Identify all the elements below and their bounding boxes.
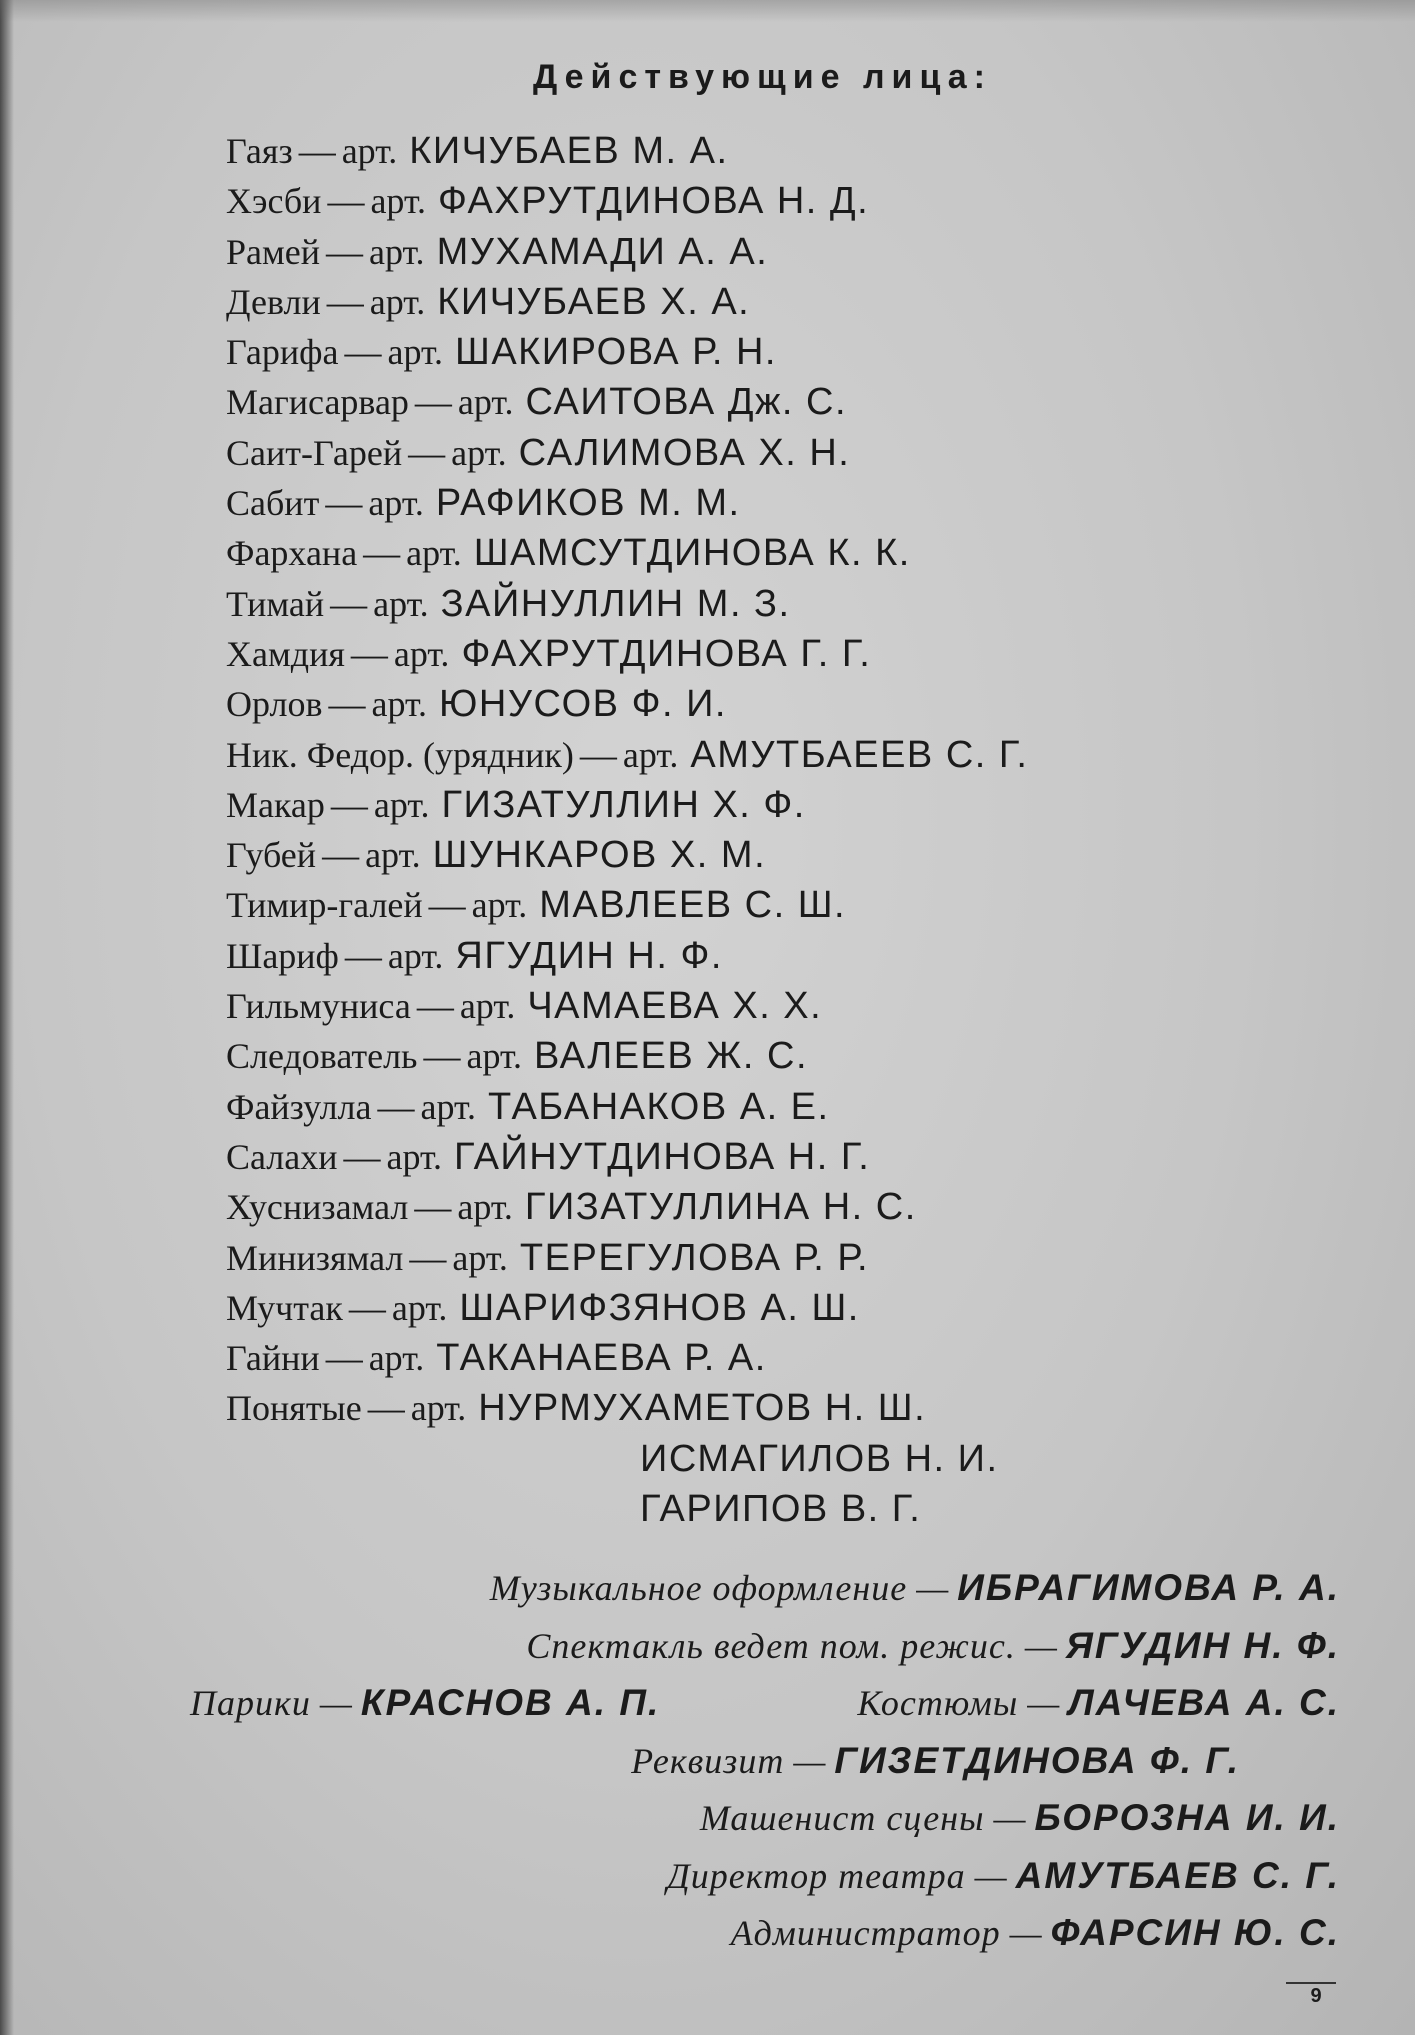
role-name: Салахи [226,1136,338,1177]
crew-job: Администратор [730,1913,1001,1953]
crew-row-props [190,1733,1340,1791]
crew-list [190,1560,1340,1963]
role-name: Фархана [226,533,358,574]
role-name: Понятые [226,1388,362,1429]
art-label: арт. [451,432,507,473]
art-label: арт. [387,332,443,373]
role-name: Хамдия [226,633,345,674]
crew-row-administrator [190,1905,1340,1963]
actor-name: ГИЗАТУЛЛИН Х. Ф. [441,783,806,826]
actor-name: ГАЙНУТДИНОВА Н. Г. [454,1135,871,1178]
dash: — [408,432,446,474]
actor-name: РАФИКОВ М. М. [435,482,741,525]
role-name: Ник. Федор. (урядник) [226,734,574,775]
crew-job: Реквизит [631,1740,785,1781]
art-label: арт. [370,181,426,222]
dash: — [1024,1625,1057,1666]
art-label: арт. [457,1187,513,1228]
actor-name: ШАМСУТДИНОВА К. К. [473,532,911,575]
cast-row [226,981,1356,1031]
crew-row-machinist [190,1790,1340,1848]
dash: — [423,1036,461,1078]
actor-name: САИТОВА Дж. С. [525,381,848,424]
cast-row [226,1031,1356,1081]
role-name: Саит-Гарей [226,432,403,473]
crew-row-music [190,1560,1340,1618]
crew-name: КРАСНОВ А. П. [360,1682,661,1723]
crew-name: БОРОЗНА И. И. [1034,1797,1340,1838]
dash: — [974,1855,1007,1896]
cast-row-extra [226,1484,1356,1534]
art-label: арт. [369,231,425,272]
art-label: арт. [371,684,428,725]
dash: — [793,1740,826,1781]
crew-job: Директор театра [666,1855,966,1896]
role-name: Гильмуниса [226,986,411,1027]
cast-row [226,830,1356,880]
art-label: арт. [420,1086,477,1127]
dash: — [330,583,368,625]
crew-name: АМУТБАЕВ С. Г. [1015,1854,1340,1896]
dash: — [319,1683,352,1723]
dash: — [414,1187,452,1229]
role-name: Хэсби [226,181,322,222]
actor-name: ЯГУДИН Н. Ф. [455,934,723,977]
dash: — [916,1568,949,1608]
role-name: Хуснизамал [226,1187,409,1228]
actor-name: ШАКИРОВА Р. Н. [455,331,777,374]
dash: — [343,1136,381,1178]
role-name: Макар [226,784,325,825]
crew-row-director [190,1848,1340,1906]
dash: — [367,1388,405,1430]
role-name: Файзулла [226,1086,372,1127]
art-label: арт. [341,131,398,171]
dash: — [330,784,368,826]
actor-name: ГИЗАТУЛЛИНА Н. С. [524,1186,917,1229]
dash: — [328,684,366,726]
cast-row [226,227,1356,277]
actor-name: ГАРИПОВ В. Г. [640,1488,922,1531]
crew-job: Парики [190,1683,311,1723]
art-label: арт. [391,1287,448,1328]
dash: — [579,734,617,776]
art-label: арт. [369,281,426,322]
art-label: арт. [386,1136,443,1177]
role-name: Минизямал [226,1237,404,1278]
cast-row [226,277,1356,327]
dash: — [993,1798,1026,1838]
actor-name: ФАХРУТДИНОВА Г. Г. [461,632,872,675]
art-label: арт. [393,633,450,674]
dash: — [377,1086,415,1128]
art-label: арт. [368,1338,425,1379]
actor-name: ЮНУСОВ Ф. И. [439,683,727,726]
role-name: Гайни [226,1338,320,1379]
dash: — [344,935,382,977]
dash: — [325,1338,363,1380]
actor-name: НУРМУХАМЕТОВ Н. Ш. [478,1387,927,1430]
crew-job: Музыкальное оформление [489,1568,908,1608]
actor-name: ЗАЙНУЛЛИН М. З. [440,582,791,625]
role-name: Тимир-галей [226,885,423,926]
role-name: Мучтак [226,1287,343,1328]
role-name: Шариф [226,935,339,976]
role-name: Рамей [226,231,321,272]
crew-name: ЯГУДИН Н. Ф. [1065,1624,1340,1666]
role-name: Орлов [226,684,323,725]
cast-row [226,679,1356,729]
role-name: Губей [226,835,317,876]
art-label: арт. [457,382,514,423]
cast-row [226,377,1356,427]
dash: — [326,281,364,323]
cast-row [226,880,1356,930]
role-name: Сабит [226,483,320,524]
art-label: арт. [452,1237,508,1278]
dash: — [428,885,466,927]
art-label: арт. [410,1388,467,1429]
role-name: Гарифа [226,332,339,373]
actor-name: КИЧУБАЕВ М. А. [409,130,729,172]
crew-job: Машенист сцены [699,1798,985,1838]
actor-name: ШУНКАРОВ Х. М. [432,834,767,877]
art-label: арт. [373,583,429,624]
cast-list [226,126,1356,1534]
role-name: Девли [226,281,321,322]
actor-name: ФАХРУТДИНОВА Н. Д. [437,180,870,223]
cast-row [226,1182,1356,1232]
dash: — [416,986,454,1028]
crew-wigs [190,1675,660,1733]
crew-row-stage-manager [190,1618,1340,1676]
actor-name: ИСМАГИЛОВ Н. И. [640,1437,999,1480]
cast-row [226,1082,1356,1132]
actor-name: ВАЛЕЕВ Ж. С. [534,1035,808,1078]
crew-costumes [857,1675,1340,1733]
cast-row [226,428,1356,478]
role-name: Тимай [226,583,325,624]
page-number: 9 [1310,1985,1322,2007]
art-label: арт. [459,986,516,1027]
role-name: Гаяз [226,131,293,171]
dash: — [409,1237,447,1279]
crew-name: ИБРАГИМОВА Р. А. [957,1567,1340,1608]
crew-name: ГИЗЕТДИНОВА Ф. Г. [834,1739,1240,1781]
actor-name: САЛИМОВА Х. Н. [518,431,851,474]
cast-row [226,629,1356,679]
dash: — [350,633,388,675]
cast-row [226,1283,1356,1333]
cast-row [226,528,1356,578]
crew-job: Спектакль ведет пом. режис. [526,1625,1016,1666]
crew-name: ФАРСИН Ю. С. [1050,1912,1340,1953]
crew-row-wigs-costumes [190,1675,1340,1733]
role-name: Следователь [226,1036,418,1077]
actor-name: МУХАМАДИ А. А. [436,230,769,273]
cast-row [226,327,1356,377]
dash: — [414,382,452,424]
cast-row [226,478,1356,528]
art-label: арт. [368,483,424,524]
art-label: арт. [373,784,430,825]
dash: — [322,835,360,877]
actor-name: КИЧУБАЕВ Х. А. [437,280,751,323]
actor-name: ЧАМАЕВА Х. Х. [527,985,823,1028]
cast-row [226,176,1356,226]
cast-row [226,1383,1356,1433]
dash: — [325,483,363,525]
dash: — [327,181,365,223]
crew-name: ЛАЧЕВА А. С. [1068,1682,1340,1723]
actor-name: АМУТБАЕЕВ С. Г. [690,733,1029,776]
page-number-rule [1286,1982,1336,1984]
art-label: арт. [622,734,679,775]
actor-name: ТЕРЕГУЛОВА Р. Р. [519,1236,870,1279]
cast-row [226,730,1356,780]
cast-row [226,1132,1356,1182]
dash: — [326,231,364,273]
actor-name: МАВЛЕЕВ С. Ш. [539,884,847,927]
crew-job: Костюмы [857,1683,1019,1723]
actor-name: ТАБАНАКОВ А. Е. [488,1085,830,1128]
cast-row [226,126,1356,176]
dash: — [348,1287,386,1329]
dash: — [344,332,382,374]
dash: — [298,131,336,172]
art-label: арт. [387,935,444,976]
dash: — [363,533,401,575]
cast-row [226,931,1356,981]
cast-row [226,1333,1356,1383]
cast-heading: Действующие лица: [533,58,992,96]
role-name: Магисарвар [226,382,409,423]
cast-row [226,780,1356,830]
actor-name: ШАРИФЗЯНОВ А. Ш. [459,1286,860,1329]
cast-row [226,1233,1356,1283]
dash: — [1009,1913,1042,1953]
art-label: арт. [466,1036,522,1077]
art-label: арт. [406,533,462,574]
cast-row-extra [226,1434,1356,1484]
art-label: арт. [471,885,528,926]
cast-row [226,579,1356,629]
dash: — [1027,1683,1060,1723]
actor-name: ТАКАНАЕВА Р. А. [436,1337,767,1380]
art-label: арт. [365,835,421,876]
